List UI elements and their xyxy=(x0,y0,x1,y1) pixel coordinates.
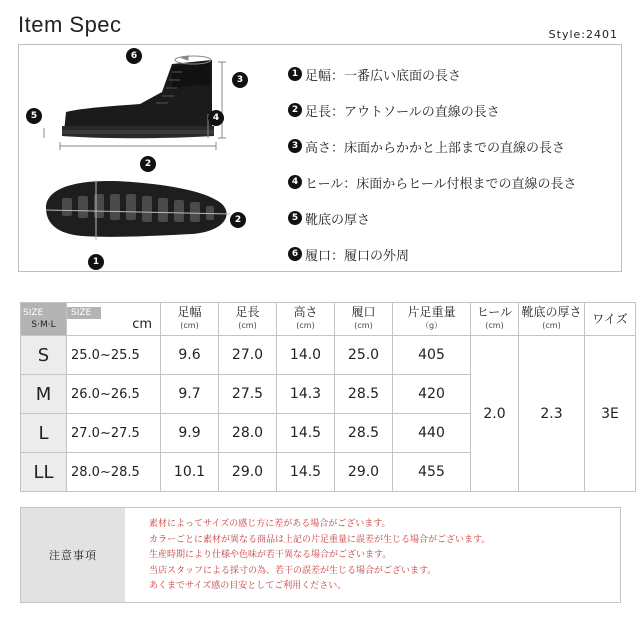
page-title: Item Spec xyxy=(18,12,122,37)
header-length: 足長 (cm) xyxy=(219,303,277,336)
size-label: M xyxy=(21,375,67,414)
size-corner-left: SIZE S·M·L xyxy=(21,303,67,336)
note-line: あくまでサイズ感の目安としてご利用ください。 xyxy=(149,581,347,591)
weight-value: 440 xyxy=(393,414,471,453)
sole-value: 2.3 xyxy=(519,336,585,492)
table-row xyxy=(21,336,636,375)
opening-value: 28.5 xyxy=(335,375,393,414)
notes-box xyxy=(20,507,621,603)
note-line: 当店スタッフによる採寸の為、若干の誤差が生じる場合がございます。 xyxy=(149,565,437,576)
length-value: 27.5 xyxy=(219,375,277,414)
spec-text: 足長：アウトソールの直線の長さ xyxy=(305,104,500,120)
callout-1: 1 xyxy=(88,254,104,270)
size-table xyxy=(20,302,636,492)
width-value: 9.7 xyxy=(161,375,219,414)
length-value: 29.0 xyxy=(219,453,277,492)
callout-2: 2 xyxy=(140,156,156,172)
height-value: 14.5 xyxy=(277,453,335,492)
callout-6: 6 xyxy=(126,48,142,64)
spec-number: 2 xyxy=(288,103,302,117)
size-range: 27.0~27.5 xyxy=(67,414,161,453)
callout-4: 4 xyxy=(208,110,224,126)
wise-value: 3E xyxy=(585,336,636,492)
spec-text: 足幅：一番広い底面の長さ xyxy=(305,68,462,84)
header-width: 足幅 (cm) xyxy=(161,303,219,336)
spec-number: 1 xyxy=(288,67,302,81)
notes-text xyxy=(125,508,490,602)
table-header-row xyxy=(21,303,636,336)
callout-2-sole: 2 xyxy=(230,212,246,228)
height-value: 14.3 xyxy=(277,375,335,414)
spec-number: 3 xyxy=(288,139,302,153)
spec-item xyxy=(288,164,623,200)
width-value: 10.1 xyxy=(161,453,219,492)
spec-item xyxy=(288,56,623,92)
header-heel: ヒール (cm) xyxy=(471,303,519,336)
heel-value: 2.0 xyxy=(471,336,519,492)
spec-list xyxy=(288,56,623,272)
callout-3: 3 xyxy=(232,72,248,88)
size-label: L xyxy=(21,414,67,453)
spec-number: 6 xyxy=(288,247,302,261)
header-height: 高さ (cm) xyxy=(277,303,335,336)
height-value: 14.0 xyxy=(277,336,335,375)
spec-text: ヒール：床面からヒール付根までの直線の長さ xyxy=(305,176,577,192)
note-line: 素材によってサイズの感じ方に差がある場合がございます。 xyxy=(149,519,391,529)
height-value: 14.5 xyxy=(277,414,335,453)
header-weight: 片足重量 （g） xyxy=(393,303,471,336)
weight-value: 405 xyxy=(393,336,471,375)
header-wise: ワイズ xyxy=(585,303,636,336)
opening-value: 25.0 xyxy=(335,336,393,375)
size-label: S xyxy=(21,336,67,375)
size-range: 26.0~26.5 xyxy=(67,375,161,414)
width-value: 9.6 xyxy=(161,336,219,375)
spec-text: 高さ：床面からかかと上部までの直線の長さ xyxy=(305,140,566,156)
style-number: Style:2401 xyxy=(548,28,618,41)
spec-item xyxy=(288,92,623,128)
spec-text: 履口：履口の外周 xyxy=(305,248,410,264)
spec-number: 5 xyxy=(288,211,302,225)
sole-illustration xyxy=(46,180,230,240)
note-line: カラーごとに素材が異なる商品は上記の片足重量に誤差が生じる場合がございます。 xyxy=(149,534,491,545)
spec-item xyxy=(288,236,623,272)
length-value: 28.0 xyxy=(219,414,277,453)
header-sole: 靴底の厚さ (cm) xyxy=(519,303,585,336)
note-line: 生産時期により仕様や色味が若干異なる場合がございます。 xyxy=(149,550,392,560)
callout-5: 5 xyxy=(26,108,42,124)
opening-value: 28.5 xyxy=(335,414,393,453)
width-value: 9.9 xyxy=(161,414,219,453)
length-value: 27.0 xyxy=(219,336,277,375)
spec-number: 4 xyxy=(288,175,302,189)
spec-item xyxy=(288,128,623,164)
weight-value: 420 xyxy=(393,375,471,414)
notes-label: 注意事項 xyxy=(21,508,125,602)
size-label: LL xyxy=(21,453,67,492)
spec-text: 靴底の厚さ xyxy=(305,212,371,228)
header-opening: 履口 (cm) xyxy=(335,303,393,336)
spec-item xyxy=(288,200,623,236)
size-range: 25.0~25.5 xyxy=(67,336,161,375)
opening-value: 29.0 xyxy=(335,453,393,492)
boot-side-illustration xyxy=(62,56,214,138)
size-range: 28.0~28.5 xyxy=(67,453,161,492)
size-corner-right: SIZE cm xyxy=(67,303,161,336)
weight-value: 455 xyxy=(393,453,471,492)
